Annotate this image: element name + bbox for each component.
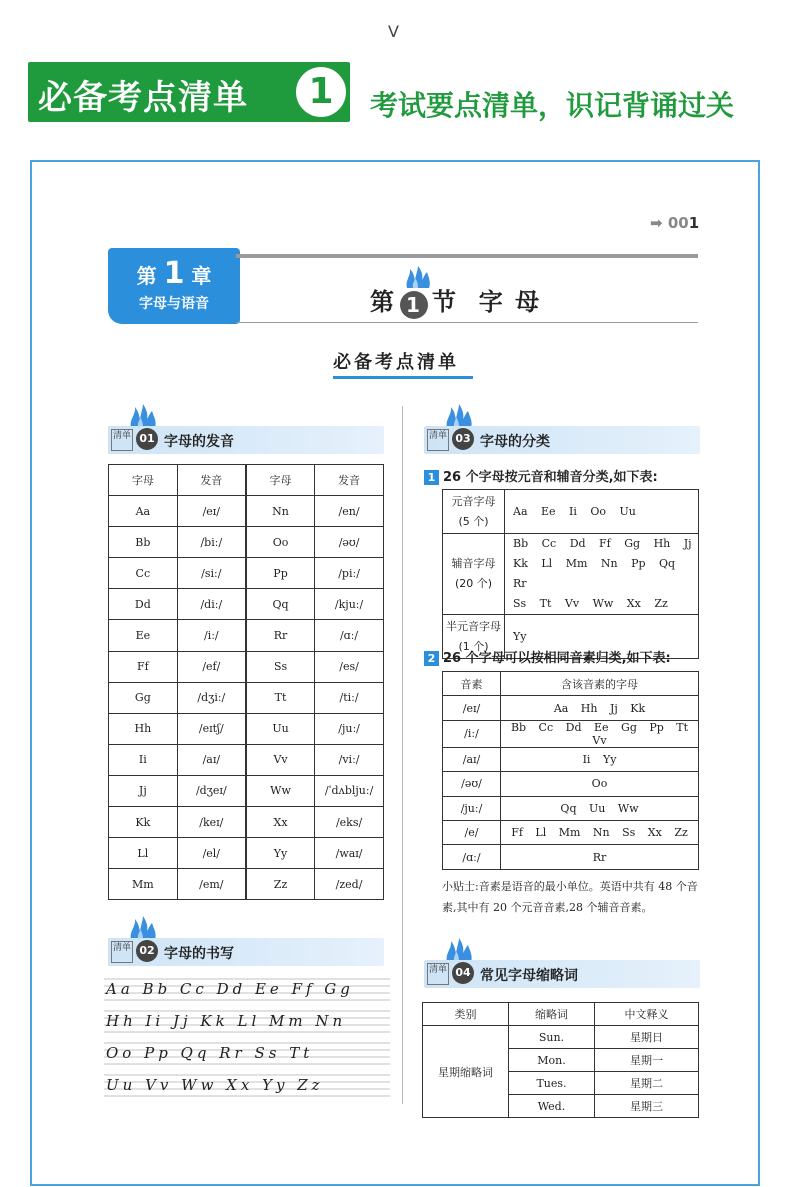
letters-cell: Rr	[501, 845, 699, 869]
table-row	[109, 558, 384, 589]
header-rule-bottom	[236, 322, 698, 323]
table-header-row	[109, 465, 384, 496]
flame-icon	[444, 404, 474, 428]
flame-icon	[128, 916, 158, 940]
letter-cell: Xx	[246, 807, 315, 838]
table-row	[109, 807, 384, 838]
letter-cell: Dd	[109, 589, 178, 620]
class-count: (5 个)	[458, 514, 489, 528]
sound-cell: /ɑː/	[315, 620, 384, 651]
handwriting-line: Uu Vv Ww Xx Yy Zz	[106, 1076, 324, 1094]
sound-cell: /kjuː/	[315, 589, 384, 620]
meaning-cell: 星期一	[595, 1049, 699, 1072]
handwriting-line: Hh Ii Jj Kk Ll Mm Nn	[106, 1012, 347, 1030]
letter-cell: Yy	[246, 838, 315, 869]
table-row	[109, 838, 384, 869]
page-number	[650, 214, 699, 232]
table-header-row	[443, 672, 699, 696]
class-letters-cell	[505, 534, 699, 615]
sound-cell: /diː/	[177, 589, 246, 620]
table-row	[109, 651, 384, 682]
table-row	[109, 775, 384, 806]
class-label: 元音字母	[451, 494, 496, 508]
abbr-cell: Sun.	[509, 1026, 595, 1049]
phoneme-cell: /juː/	[443, 796, 501, 820]
table-header: 中文释义	[595, 1003, 699, 1026]
section-title	[370, 282, 541, 317]
class-label: 辅音字母	[451, 557, 496, 570]
list-tag: 清单	[111, 429, 133, 451]
banner	[28, 62, 350, 122]
table-header: 字母	[109, 465, 178, 496]
letter-cell: Kk	[109, 807, 178, 838]
letter-cell: Pp	[246, 558, 315, 589]
letter-cell: Ss	[246, 651, 315, 682]
table-header: 缩略词	[509, 1003, 595, 1026]
letters-line: Yy	[513, 629, 527, 643]
sound-cell: /piː/	[315, 558, 384, 589]
table-row	[443, 796, 699, 820]
sound-cell: /aɪ/	[177, 744, 246, 775]
must-title-underline	[333, 376, 473, 379]
letter-cell: Cc	[109, 558, 178, 589]
page-number-last: 1	[688, 214, 700, 232]
letter-cell: Ww	[246, 775, 315, 806]
table-row	[443, 845, 699, 869]
table-row	[109, 713, 384, 744]
class-label-cell	[443, 534, 505, 615]
item-text: 26 个字母按元音和辅音分类,如下表:	[443, 470, 658, 485]
item-number: 1	[424, 470, 439, 485]
letters-cell: Oo	[501, 772, 699, 796]
flame-icon	[444, 938, 474, 962]
sound-cell: /el/	[177, 838, 246, 869]
letter-cell: Jj	[109, 775, 178, 806]
flame-icon	[128, 404, 158, 428]
list-tag: 清单	[427, 429, 449, 451]
q1-number: 01	[136, 428, 158, 450]
class-letters-cell	[505, 490, 699, 534]
sound-cell: /keɪ/	[177, 807, 246, 838]
meaning-cell: 星期日	[595, 1026, 699, 1049]
q4-header	[424, 960, 700, 988]
table-row	[443, 490, 699, 534]
item-number: 2	[424, 651, 439, 666]
header-rule-top	[236, 254, 698, 258]
meaning-cell: 星期三	[595, 1095, 699, 1118]
class-count: (20 个)	[454, 577, 493, 590]
section-name: 字 母	[478, 288, 542, 316]
table-row	[443, 772, 699, 796]
table-row	[443, 747, 699, 771]
phoneme-table	[442, 671, 699, 870]
sound-cell: /eɪtʃ/	[177, 713, 246, 744]
letter-cell: Ii	[109, 744, 178, 775]
handwriting-practice	[104, 975, 390, 1105]
handwriting-line: Aa Bb Cc Dd Ee Ff Gg	[106, 980, 354, 998]
table-header-row	[423, 1003, 699, 1026]
abbreviation-table	[422, 1002, 699, 1118]
letters-line: Bb Cc Dd Ff Gg Hh Jj	[513, 537, 692, 550]
table-row	[109, 744, 384, 775]
q2-label: 字母的书写	[164, 946, 234, 962]
abbr-cell: Mon.	[509, 1049, 595, 1072]
q1-header	[108, 426, 384, 454]
q2-number: 02	[136, 940, 158, 962]
letter-cell: Zz	[246, 869, 315, 900]
list-tag: 清单	[111, 941, 133, 963]
chapter-suffix: 章	[191, 264, 212, 288]
letter-cell: Gg	[109, 682, 178, 713]
letters-cell: Ff Ll Mm Nn Ss Xx Zz	[501, 820, 699, 844]
q1-label: 字母的发音	[164, 434, 234, 450]
phoneme-cell: /e/	[443, 820, 501, 844]
section-prefix: 第	[370, 288, 396, 316]
letters-line: Aa Ee Ii Oo Uu	[513, 504, 636, 518]
q3-number: 03	[452, 428, 474, 450]
table-row	[443, 534, 699, 615]
section-suffix: 节	[432, 288, 458, 316]
table-header: 音素	[443, 672, 501, 696]
column-divider	[402, 406, 403, 1104]
table-header: 发音	[177, 465, 246, 496]
table-row	[109, 620, 384, 651]
sound-cell: /ef/	[177, 651, 246, 682]
letter-cell: Oo	[246, 527, 315, 558]
letter-cell: Aa	[109, 496, 178, 527]
q3-label: 字母的分类	[480, 434, 550, 450]
table-header: 发音	[315, 465, 384, 496]
table-row	[443, 720, 699, 747]
letters-cell: Aa Hh Jj Kk	[501, 696, 699, 720]
phoneme-cell: /eɪ/	[443, 696, 501, 720]
letter-cell: Ee	[109, 620, 178, 651]
pronunciation-table	[108, 464, 384, 900]
table-row	[109, 682, 384, 713]
phoneme-cell: /ɑː/	[443, 845, 501, 869]
q4-number: 04	[452, 962, 474, 984]
section-number: 1	[400, 291, 428, 319]
sound-cell: /dʒiː/	[177, 682, 246, 713]
letter-cell: Vv	[246, 744, 315, 775]
top-mark: V	[388, 22, 399, 41]
phoneme-cell: /aɪ/	[443, 747, 501, 771]
sound-cell: /em/	[177, 869, 246, 900]
sound-cell: /ˈdʌbljuː/	[315, 775, 384, 806]
banner-subtitle: 考试要点清单，识记背诵过关	[370, 89, 735, 122]
table-header: 类别	[423, 1003, 509, 1026]
list-tag: 清单	[427, 963, 449, 985]
table-row	[109, 496, 384, 527]
phoneme-cell: /əʊ/	[443, 772, 501, 796]
classification-table	[442, 489, 699, 659]
sound-cell: /əʊ/	[315, 527, 384, 558]
letters-cell: Bb Cc Dd Ee Gg Pp Tt Vv	[501, 720, 699, 747]
sound-cell: /eɪ/	[177, 496, 246, 527]
table-row	[443, 820, 699, 844]
letter-cell: Ll	[109, 838, 178, 869]
chapter-prefix: 第	[136, 264, 157, 288]
letters-cell: Qq Uu Ww	[501, 796, 699, 820]
tip-text: 小贴士:音素是语音的最小单位。英语中共有 48 个音素,其中有 20 个元音音素,28 个辅音音素。	[442, 880, 698, 914]
category-cell: 星期缩略词	[423, 1026, 509, 1118]
letter-cell: Hh	[109, 713, 178, 744]
q2-header	[108, 938, 384, 966]
q3-header	[424, 426, 700, 454]
banner-title: 必备考点清单	[38, 78, 248, 118]
sound-cell: /viː/	[315, 744, 384, 775]
sound-cell: /juː/	[315, 713, 384, 744]
sound-cell: /siː/	[177, 558, 246, 589]
q3-item-1	[424, 466, 658, 485]
sound-cell: /dʒeɪ/	[177, 775, 246, 806]
letter-cell: Tt	[246, 682, 315, 713]
table-row	[423, 1026, 699, 1049]
class-label: 半元音字母	[446, 619, 501, 633]
meaning-cell: 星期二	[595, 1072, 699, 1095]
letter-cell: Bb	[109, 527, 178, 558]
letters-cell: Ii Yy	[501, 747, 699, 771]
letter-cell: Qq	[246, 589, 315, 620]
table-row	[443, 696, 699, 720]
table-row	[109, 589, 384, 620]
page-number-prefix: 00	[667, 214, 689, 232]
abbr-cell: Wed.	[509, 1095, 595, 1118]
table-header: 字母	[246, 465, 315, 496]
banner-number: 1	[296, 67, 346, 117]
sound-cell: /waɪ/	[315, 838, 384, 869]
handwriting-line: Oo Pp Qq Rr Ss Tt	[106, 1044, 314, 1062]
must-title: 必备考点清单	[333, 352, 459, 373]
letter-cell: Mm	[109, 869, 178, 900]
sound-cell: /zed/	[315, 869, 384, 900]
sound-cell: /en/	[315, 496, 384, 527]
chapter-name: 字母与语音	[139, 296, 209, 312]
letter-cell: Rr	[246, 620, 315, 651]
letter-cell: Nn	[246, 496, 315, 527]
q3-item-2	[424, 647, 671, 666]
letter-cell: Ff	[109, 651, 178, 682]
sound-cell: /iː/	[177, 620, 246, 651]
chapter-badge	[108, 248, 240, 324]
abbr-cell: Tues.	[509, 1072, 595, 1095]
table-row	[109, 869, 384, 900]
letters-line: Kk Ll Mm Nn Pp Qq Rr	[513, 557, 676, 590]
table-row	[109, 527, 384, 558]
q4-label: 常见字母缩略词	[480, 968, 578, 984]
class-count: (1 个)	[458, 639, 489, 653]
letter-cell: Uu	[246, 713, 315, 744]
phoneme-cell: /iː/	[443, 720, 501, 747]
sound-cell: /eks/	[315, 807, 384, 838]
arrow-right-icon: ➡	[650, 214, 663, 232]
sound-cell: /es/	[315, 651, 384, 682]
item-text: 26 个字母可以按相同音素归类,如下表:	[443, 651, 671, 666]
table-header: 含该音素的字母	[501, 672, 699, 696]
sound-cell: /biː/	[177, 527, 246, 558]
letters-line: Ss Tt Vv Ww Xx Zz	[513, 597, 668, 610]
class-label-cell	[443, 490, 505, 534]
sound-cell: /tiː/	[315, 682, 384, 713]
chapter-number: 1	[163, 256, 185, 291]
